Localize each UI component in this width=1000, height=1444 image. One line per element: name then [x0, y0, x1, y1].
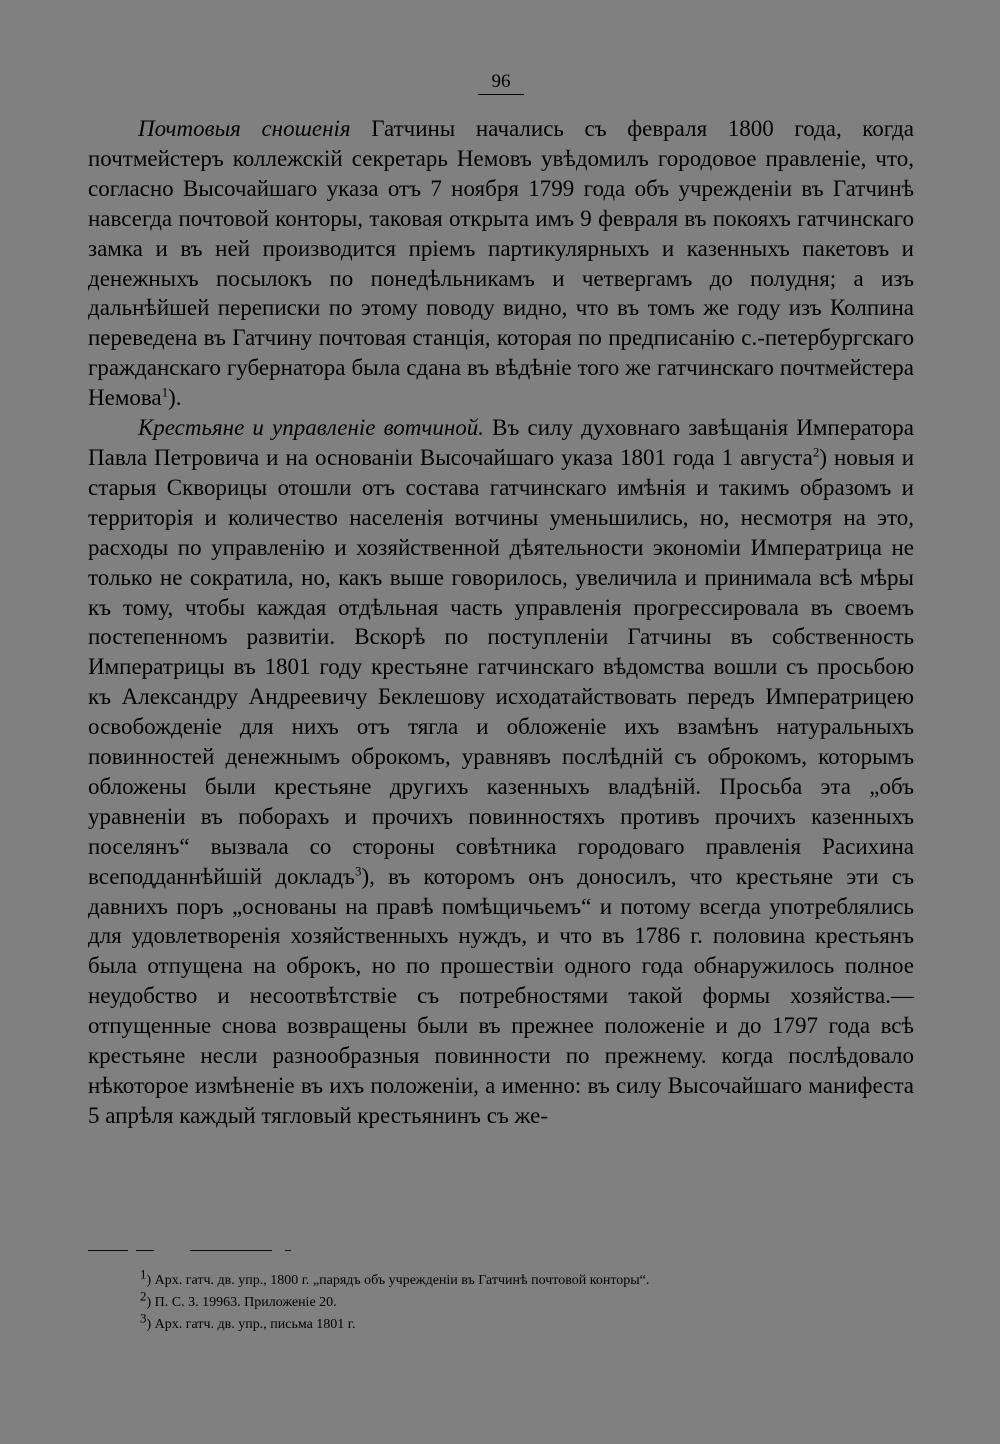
page-number: 96: [478, 70, 524, 95]
paragraph-text: ), въ которомъ онъ доносилъ, что крестьяне эти съ давнихъ поръ „основаны на правѣ помѣщичьемъ“ и потому всегда употреблялись для удовлетворенія хозяйственныхъ нуждъ, и что въ 1786 г. половина крестьянъ была отпущена на оброкъ, но по прошествіи одного года обнаружилось полное неудобство и несоотвѣтствіе съ потребностями такой формы хозяйства.—отпущенные снова возвращены были въ прежнее положеніе и до 1797 года всѣ крестьяне несли разнообразныя повинности по прежнему. когда послѣдовало нѣкоторое измѣненіе въ ихъ положеніи, а именно: въ силу Высочайшаго манифеста 5 апрѣля каждый тягловый крестьянинъ съ же-: [88, 863, 914, 1128]
footnotes: [140, 1266, 900, 1336]
paragraph-text: ).: [168, 385, 182, 411]
main-text: [88, 114, 914, 1131]
paragraph-postal: [88, 114, 914, 413]
footnote: [140, 1266, 900, 1292]
footnote-divider: [88, 1250, 128, 1251]
footnote-ref: 2: [812, 444, 820, 460]
footnote-mark: 3: [140, 1310, 147, 1326]
footnote-divider: [136, 1250, 154, 1251]
footnote: [140, 1288, 900, 1314]
footnote-mark: 1: [140, 1266, 147, 1282]
footnote-divider: [285, 1250, 291, 1251]
footnote-text: ) Арх. гатч. дв. упр., 1800 г. „парядъ объ учрежденіи въ Гатчинѣ почтовой конторы“.: [146, 1273, 650, 1288]
footnote: [140, 1310, 900, 1336]
paragraph-text: ) новыя и старыя Скворицы отошли отъ состава гатчинскаго имѣнія и такимъ образомъ и территорія и количество населенія вотчины уменьшились, но, несмотря на это, расходы по управленію и хозяйственной дѣятельности экономіи Императрица не только не сократила, но, какъ выше говорилось, увеличила и принимала всѣ мѣры къ тому, чтобы каждая отдѣльная часть управленія прогрессировала въ своемъ постепенномъ развитіи. Вскорѣ по поступленіи Гатчины въ собственность Императрицы въ 1801 году крестьяне гатчинскаго вѣдомства вошли съ просьбою къ Александру Андреевичу Беклешову исходатайствовать передъ Императрицею освобожденіе для нихъ отъ тягла и обложеніе ихъ взамѣнъ натуральныхъ повинностей денежнымъ оброкомъ, уравнявъ послѣдній съ оброкомъ, которымъ обложены были крестьяне другихъ казенныхъ владѣній. Просьба эта „объ уравненіи въ поборахъ и прочихъ повинностяхъ противъ прочихъ казенныхъ поселянъ“ вызвала со стороны совѣтника городоваго правленія Расихина всеподданнѣйшій докладъ: [88, 444, 914, 889]
paragraph-text: Въ силу духовнаго завѣщанія Императора Павла Петровича и на основаніи Высочайшаго указа 1801 года 1 августа: [88, 415, 914, 470]
paragraph-text: Гатчины начались съ февраля 1800 года, когда почтмейстеръ коллежскій секретарь Немовъ увѣдомилъ городовое правленіе, что, согласно Высочайшаго указа отъ 7 ноября 1799 года объ учрежденіи въ Гатчинѣ навсегда почтовой конторы, таковая открыта имъ 9 февраля въ покояхъ гатчинскаго замка и въ ней производится пріемъ партикулярныхъ и казенныхъ пакетовъ и денежныхъ посылокъ по понедѣльникамъ и четвергамъ до полудня; а изъ дальнѣйшей переписки по этому поводу видно, что въ томъ же году изъ Колпина переведена въ Гатчину почтовая станція, которая по предписанію с.-петербургскаго гражданскаго губернатора была сдана въ вѣдѣніе того же гатчинскаго почтмейстера Немова: [88, 116, 914, 411]
paragraph-peasants: [88, 413, 914, 1131]
paragraph-lead: Почтовыя сношенія: [138, 116, 351, 141]
footnote-mark: 2: [140, 1288, 147, 1304]
footnote-ref: 3: [354, 863, 362, 878]
footnote-text: ) Арх. гатч. дв. упр., письма 1801 г.: [146, 1317, 356, 1332]
footnote-ref: 1: [161, 384, 169, 400]
footnote-divider: [190, 1250, 272, 1251]
footnote-text: ) П. С. З. 19963. Приложеніе 20.: [146, 1295, 337, 1310]
paragraph-lead: Крестьяне и управленіе вотчиной.: [138, 415, 485, 441]
